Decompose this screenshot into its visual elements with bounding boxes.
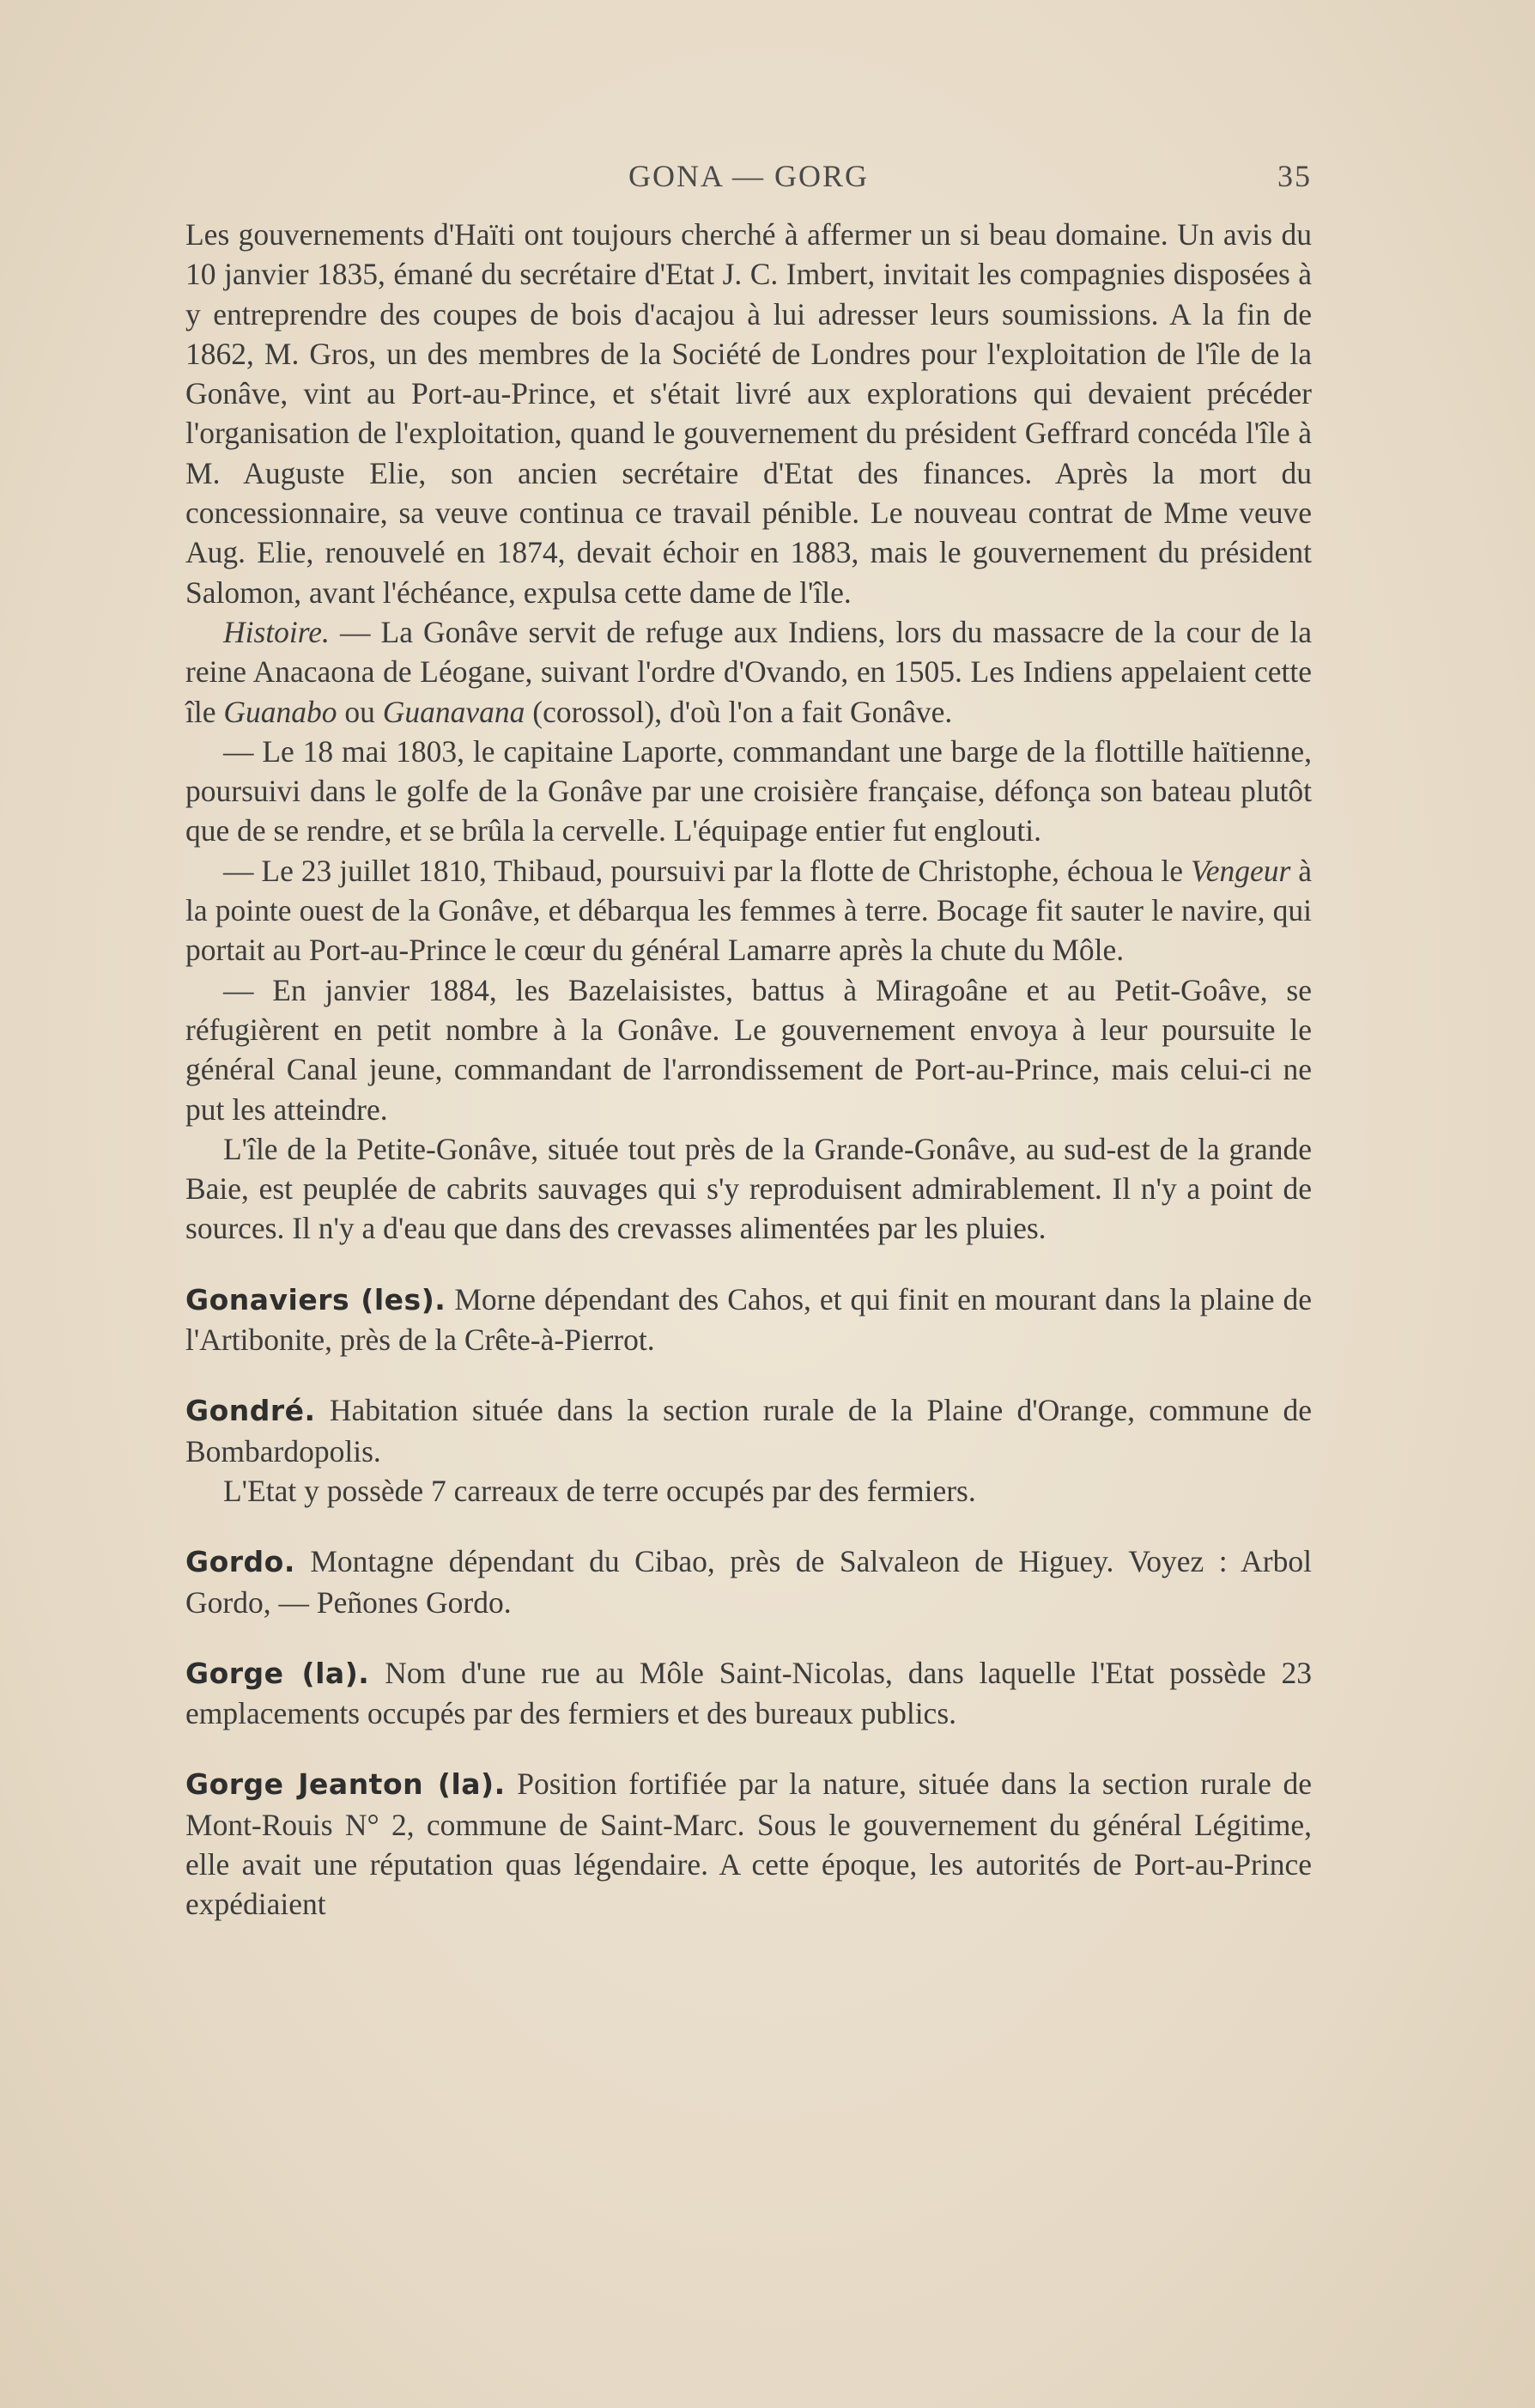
entry-gondre <box>185 1390 1312 1471</box>
paragraph-histoire <box>185 612 1312 732</box>
entry-gorge-text: Nom d'une rue au Môle Saint-Nicolas, dans laquelle l'Etat possède 23 emplacements occupés par des fermiers et des bureaux publics. <box>185 1655 1312 1731</box>
entry-gorge-jeanton-text: Position fortifiée par la nature, située dans la section rurale de Mont-Rouis N° 2, commune de Saint-Marc. Sous le gouvernement du général Légitime, elle avait une réputation quas légendaire. A cette époque, les autorités de Port-au-Prince expédiaient <box>185 1766 1312 1922</box>
entry-gonaviers <box>185 1280 1312 1360</box>
entry-gordo <box>185 1541 1312 1622</box>
name-guanabo: Guanabo <box>223 694 337 729</box>
histoire-text-b: (corossol), d'où l'on a fait Gonâve. <box>525 694 953 729</box>
page-number: 35 <box>1277 159 1312 193</box>
ship-name: Vengeur <box>1190 853 1291 888</box>
headword-gordo: Gordo. <box>185 1545 295 1579</box>
paragraph-laporte: — Le 18 mai 1803, le capitaine Laporte, commandant une barge de la flottille haïtienne, poursuivi dans le golfe de la Gonâve par une croisière française, défonça son bateau plutôt que de se rendre, et se brûla la cervelle. L'équipage entier fut englouti. <box>185 733 1312 848</box>
headword-gonaviers: Gonaviers (les). <box>185 1282 446 1316</box>
entry-gondre-text: Habitation située dans la section rurale de la Plaine d'Orange, commune de Bombardopolis. <box>185 1393 1312 1469</box>
histoire-or: ou <box>337 694 383 729</box>
entry-gorge <box>185 1653 1312 1734</box>
headword-gorge: Gorge (la). <box>185 1656 370 1690</box>
thibaud-text-a: — Le 23 juillet 1810, Thibaud, poursuivi par la flotte de Christophe, échoua le <box>223 853 1191 888</box>
paragraph-exploitation: Les gouvernements d'Haïti ont toujours cherché à affermer un si beau domaine. Un avis du 10 janvier 1835, émané du secrétaire d'Etat J. C. Imbert, invitait les compagnies disposées à y entreprendre des coupes de bois d'acajou à lui adresser leurs soumissions. A la fin de 1862, M. Gros, un des membres de la Société de Londres pour l'exploitation de l'île de la Gonâve, vint au Port-au-Prince, et s'était livré aux explorations qui devaient précéder l'organisation de l'exploitation, quand le gouvernement du président Geffrard concéda l'île à M. Auguste Elie, son ancien secrétaire d'Etat des finances. Après la mort du concessionnaire, sa veuve continua ce travail pénible. Le nouveau contrat de Mme veuve Aug. Elie, renouvelé en 1874, devait échoir en 1883, mais le gouvernement du président Salomon, avant l'échéance, expulsa cette dame de l'île. <box>185 217 1312 610</box>
name-guanavana: Guanavana <box>382 694 525 729</box>
paragraph-petite-gonave: L'île de la Petite-Gonâve, située tout près de la Grande-Gonâve, au sud-est de la grande Baie, est peuplée de cabrits sauvages qui s'y reproduisent admirablement. Il n'y a point de sources. Il n'y a d'eau que dans des crevasses alimentées par les pluies. <box>185 1131 1312 1246</box>
histoire-label: Histoire. <box>223 614 330 649</box>
histoire-text-a: — La Gonâve servit de refuge aux Indiens, lors du massacre de la cour de la reine Anacaona de Léogane, suivant l'ordre d'Ovando, en 1505. Les Indiens appelaient cette île <box>185 614 1312 729</box>
thibaud-text-b: à la pointe ouest de la Gonâve, et débarqua les femmes à terre. Bocage fit sauter le navire, qui portait au Port-au-Prince le cœur du général Lamarre après la chute du Môle. <box>185 853 1312 968</box>
entry-gonaviers-text: Morne dépendant des Cahos, et qui finit en mourant dans la plaine de l'Artibonite, près de la Crête-à-Pierrot. <box>185 1281 1312 1358</box>
entry-gorge-jeanton <box>185 1764 1312 1924</box>
headword-gorge-jeanton: Gorge Jeanton (la). <box>185 1767 506 1802</box>
text-column <box>185 215 1312 1925</box>
entry-gondre-continuation: L'Etat y possède 7 carreaux de terre occupés par des fermiers. <box>223 1473 976 1508</box>
paragraph-bazelaisistes: — En janvier 1884, les Bazelaisistes, battus à Miragoâne et au Petit-Goâve, se réfugièrent en petit nombre à la Gonâve. Le gouvernement envoya à leur poursuite le général Canal jeune, commandant de l'arrondissement de Port-au-Prince, mais celui-ci ne put les atteindre. <box>185 972 1312 1127</box>
running-head <box>185 158 1312 210</box>
entry-gordo-text: Montagne dépendant du Cibao, près de Salvaleon de Higuey. Voyez : Arbol Gordo, — Peñones Gordo. <box>185 1544 1312 1620</box>
headword-gondre: Gondré. <box>185 1394 316 1428</box>
running-title: GONA — GORG <box>628 159 869 193</box>
paragraph-thibaud <box>185 851 1312 970</box>
